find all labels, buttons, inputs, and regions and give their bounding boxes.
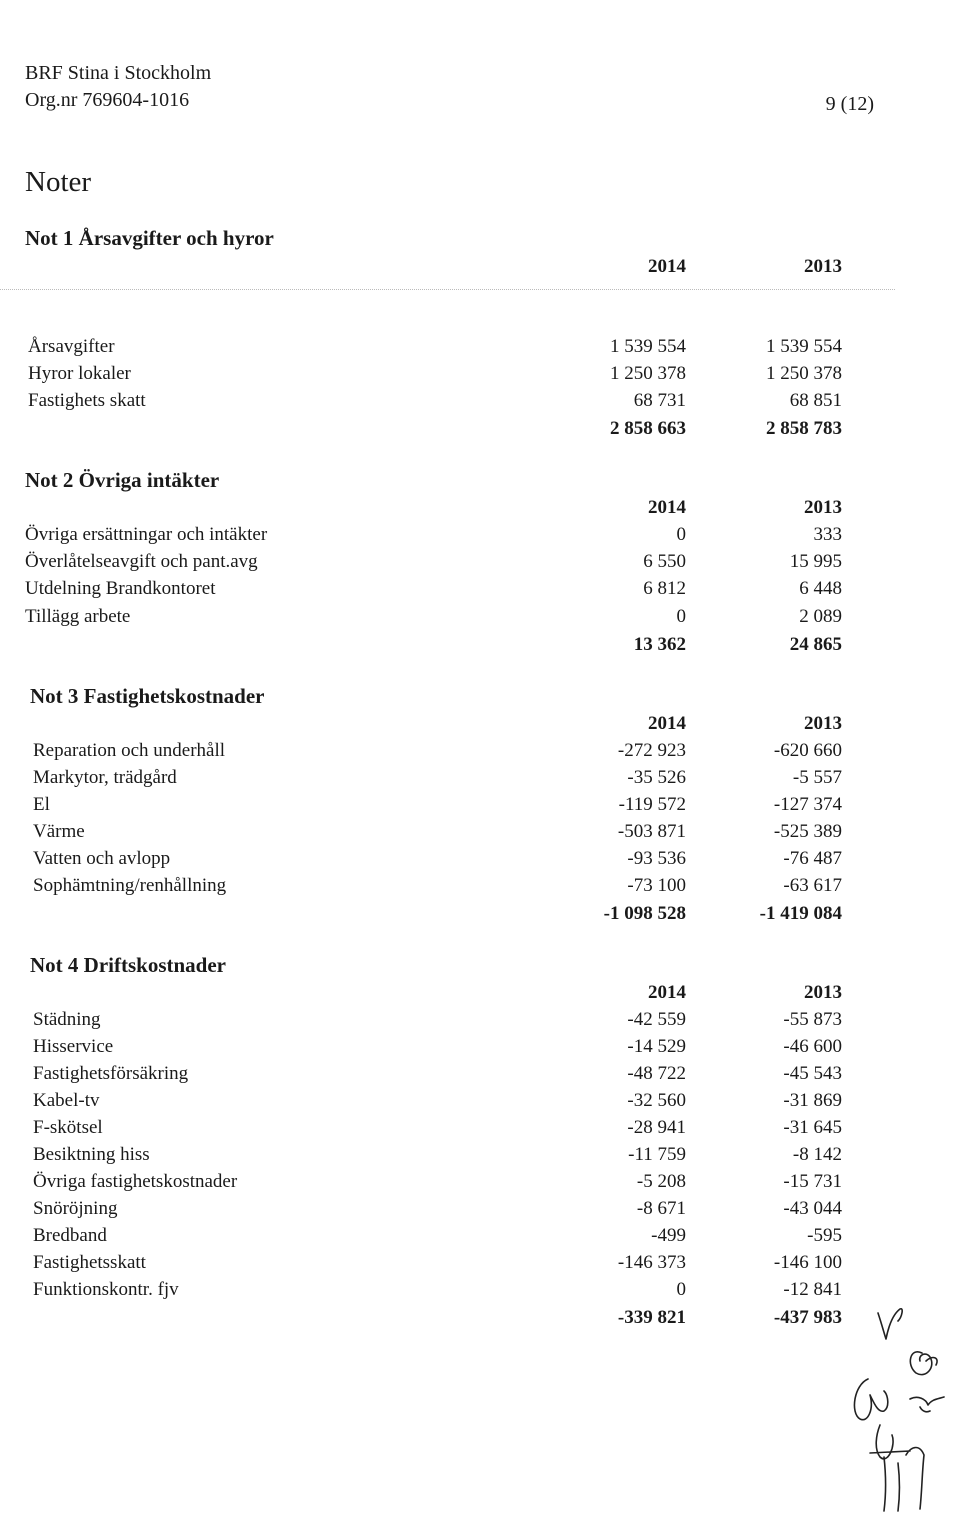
year-2014: 2014 bbox=[648, 256, 686, 277]
total-row bbox=[0, 903, 960, 930]
page-number: 9 (12) bbox=[825, 93, 874, 115]
total-2014: 2 858 663 bbox=[610, 418, 686, 439]
initials-mark-5 bbox=[870, 1425, 924, 1511]
row-label: Utdelning Brandkontoret bbox=[25, 578, 216, 599]
total-2014: -1 098 528 bbox=[603, 903, 686, 924]
row-label: Värme bbox=[33, 821, 85, 842]
value-2014: -146 373 bbox=[617, 1252, 686, 1273]
initials-mark-2 bbox=[910, 1352, 937, 1375]
value-2013: 6 448 bbox=[799, 578, 842, 599]
row-label: Årsavgifter bbox=[28, 336, 115, 357]
table-row bbox=[0, 1252, 960, 1279]
row-label: Övriga ersättningar och intäkter bbox=[25, 524, 268, 545]
value-2014: -503 871 bbox=[617, 821, 686, 842]
year-2013: 2013 bbox=[804, 497, 842, 518]
value-2014: -32 560 bbox=[627, 1090, 686, 1111]
value-2014: 6 812 bbox=[643, 578, 686, 599]
value-2013: -31 645 bbox=[783, 1117, 842, 1138]
note-2-year-header bbox=[0, 497, 960, 524]
note-4-year-header bbox=[0, 982, 960, 1009]
table-row bbox=[0, 390, 960, 417]
value-2013: -55 873 bbox=[783, 1009, 842, 1030]
note-1-title: Not 1 Årsavgifter och hyror bbox=[25, 226, 274, 250]
year-2013: 2013 bbox=[804, 982, 842, 1003]
value-2013: -595 bbox=[807, 1225, 842, 1246]
row-label: Fastighetsskatt bbox=[33, 1252, 146, 1273]
value-2013: -525 389 bbox=[773, 821, 842, 842]
value-2013: -31 869 bbox=[783, 1090, 842, 1111]
value-2014: 1 250 378 bbox=[610, 363, 686, 384]
table-row bbox=[0, 1009, 960, 1036]
value-2013: -8 142 bbox=[792, 1144, 842, 1165]
value-2014: -272 923 bbox=[617, 740, 686, 761]
table-row bbox=[0, 524, 960, 551]
year-2014: 2014 bbox=[648, 713, 686, 734]
table-row bbox=[0, 1036, 960, 1063]
table-row bbox=[0, 1225, 960, 1252]
year-2014: 2014 bbox=[648, 982, 686, 1003]
initials-mark-4 bbox=[910, 1397, 944, 1412]
year-2013: 2013 bbox=[804, 713, 842, 734]
table-row bbox=[0, 1117, 960, 1144]
value-2013: -43 044 bbox=[783, 1198, 842, 1219]
note-3-title: Not 3 Fastighetskostnader bbox=[30, 684, 265, 708]
table-row bbox=[0, 578, 960, 605]
value-2014: -8 671 bbox=[636, 1198, 686, 1219]
table-row bbox=[0, 336, 960, 363]
initials-mark-3 bbox=[854, 1379, 887, 1420]
value-2014: -11 759 bbox=[628, 1144, 686, 1165]
value-2013: -15 731 bbox=[783, 1171, 842, 1192]
value-2014: -42 559 bbox=[627, 1009, 686, 1030]
org-number: Org.nr 769604-1016 bbox=[25, 89, 190, 111]
table-row bbox=[0, 606, 960, 633]
dotted-divider bbox=[0, 289, 895, 290]
row-label: Besiktning hiss bbox=[33, 1144, 150, 1165]
row-label: Reparation och underhåll bbox=[33, 740, 226, 761]
row-label: El bbox=[33, 794, 50, 815]
table-row bbox=[0, 1171, 960, 1198]
value-2013: 1 539 554 bbox=[766, 336, 842, 357]
total-2014: -339 821 bbox=[617, 1307, 686, 1328]
table-row bbox=[0, 821, 960, 848]
table-row bbox=[0, 551, 960, 578]
value-2013: 2 089 bbox=[799, 606, 842, 627]
value-2013: -63 617 bbox=[783, 875, 842, 896]
value-2014: 0 bbox=[676, 606, 686, 627]
table-row bbox=[0, 1090, 960, 1117]
note-3-year-header bbox=[0, 713, 960, 740]
value-2014: -28 941 bbox=[627, 1117, 686, 1138]
value-2013: 68 851 bbox=[789, 390, 842, 411]
row-label: Markytor, trädgård bbox=[33, 767, 177, 788]
table-row bbox=[0, 1279, 960, 1306]
table-row bbox=[0, 740, 960, 767]
value-2013: 1 250 378 bbox=[766, 363, 842, 384]
value-2013: -45 543 bbox=[783, 1063, 842, 1084]
value-2013: -146 100 bbox=[773, 1252, 842, 1273]
value-2014: -5 208 bbox=[636, 1171, 686, 1192]
total-2013: -1 419 084 bbox=[759, 903, 842, 924]
org-name: BRF Stina i Stockholm bbox=[25, 62, 212, 84]
note-2-title: Not 2 Övriga intäkter bbox=[25, 468, 220, 492]
value-2014: -93 536 bbox=[627, 848, 686, 869]
row-label: Hyror lokaler bbox=[28, 363, 131, 384]
total-row bbox=[0, 634, 960, 661]
row-label: Funktionskontr. fjv bbox=[33, 1279, 179, 1300]
note-4-title: Not 4 Driftskostnader bbox=[30, 953, 226, 977]
table-row bbox=[0, 767, 960, 794]
value-2014: 0 bbox=[676, 1279, 686, 1300]
value-2013: -127 374 bbox=[773, 794, 842, 815]
value-2014: -499 bbox=[651, 1225, 686, 1246]
table-row bbox=[0, 1198, 960, 1225]
row-label: Tillägg arbete bbox=[25, 606, 131, 627]
value-2014: -48 722 bbox=[627, 1063, 686, 1084]
value-2014: -35 526 bbox=[627, 767, 686, 788]
total-2013: 2 858 783 bbox=[766, 418, 842, 439]
value-2013: -12 841 bbox=[783, 1279, 842, 1300]
table-row bbox=[0, 848, 960, 875]
total-row bbox=[0, 418, 960, 445]
page-title: Noter bbox=[25, 166, 92, 198]
table-row bbox=[0, 1144, 960, 1171]
row-label: Vatten och avlopp bbox=[33, 848, 171, 869]
value-2014: -119 572 bbox=[618, 794, 686, 815]
row-label: Kabel-tv bbox=[33, 1090, 100, 1111]
value-2014: 1 539 554 bbox=[610, 336, 686, 357]
value-2013: -46 600 bbox=[783, 1036, 842, 1057]
value-2014: 6 550 bbox=[643, 551, 686, 572]
year-2014: 2014 bbox=[648, 497, 686, 518]
handwritten-initials bbox=[840, 1295, 955, 1515]
row-label: Fastighetsförsäkring bbox=[33, 1063, 189, 1084]
value-2014: -14 529 bbox=[627, 1036, 686, 1057]
value-2013: -76 487 bbox=[783, 848, 842, 869]
total-2013: -437 983 bbox=[773, 1307, 842, 1328]
table-row bbox=[0, 363, 960, 390]
row-label: Överlåtelseavgift och pant.avg bbox=[25, 551, 258, 572]
initials-mark-1 bbox=[878, 1309, 902, 1339]
total-2013: 24 865 bbox=[789, 634, 842, 655]
table-row bbox=[0, 875, 960, 902]
row-label: Sophämtning/renhållning bbox=[33, 875, 227, 896]
row-label: Fastighets skatt bbox=[28, 390, 146, 411]
value-2014: -73 100 bbox=[627, 875, 686, 896]
year-2013: 2013 bbox=[804, 256, 842, 277]
table-row bbox=[0, 794, 960, 821]
value-2014: 68 731 bbox=[633, 390, 686, 411]
value-2013: 333 bbox=[813, 524, 842, 545]
row-label: Snöröjning bbox=[33, 1198, 118, 1219]
value-2013: -620 660 bbox=[773, 740, 842, 761]
row-label: Bredband bbox=[33, 1225, 107, 1246]
row-label: F-skötsel bbox=[33, 1117, 103, 1138]
table-row bbox=[0, 1063, 960, 1090]
value-2013: -5 557 bbox=[792, 767, 842, 788]
value-2013: 15 995 bbox=[789, 551, 842, 572]
row-label: Övriga fastighetskostnader bbox=[33, 1171, 238, 1192]
row-label: Städning bbox=[33, 1009, 101, 1030]
row-label: Hisservice bbox=[33, 1036, 114, 1057]
note-1-year-header bbox=[0, 256, 960, 283]
total-row bbox=[0, 1307, 960, 1334]
value-2014: 0 bbox=[676, 524, 686, 545]
total-2014: 13 362 bbox=[633, 634, 686, 655]
